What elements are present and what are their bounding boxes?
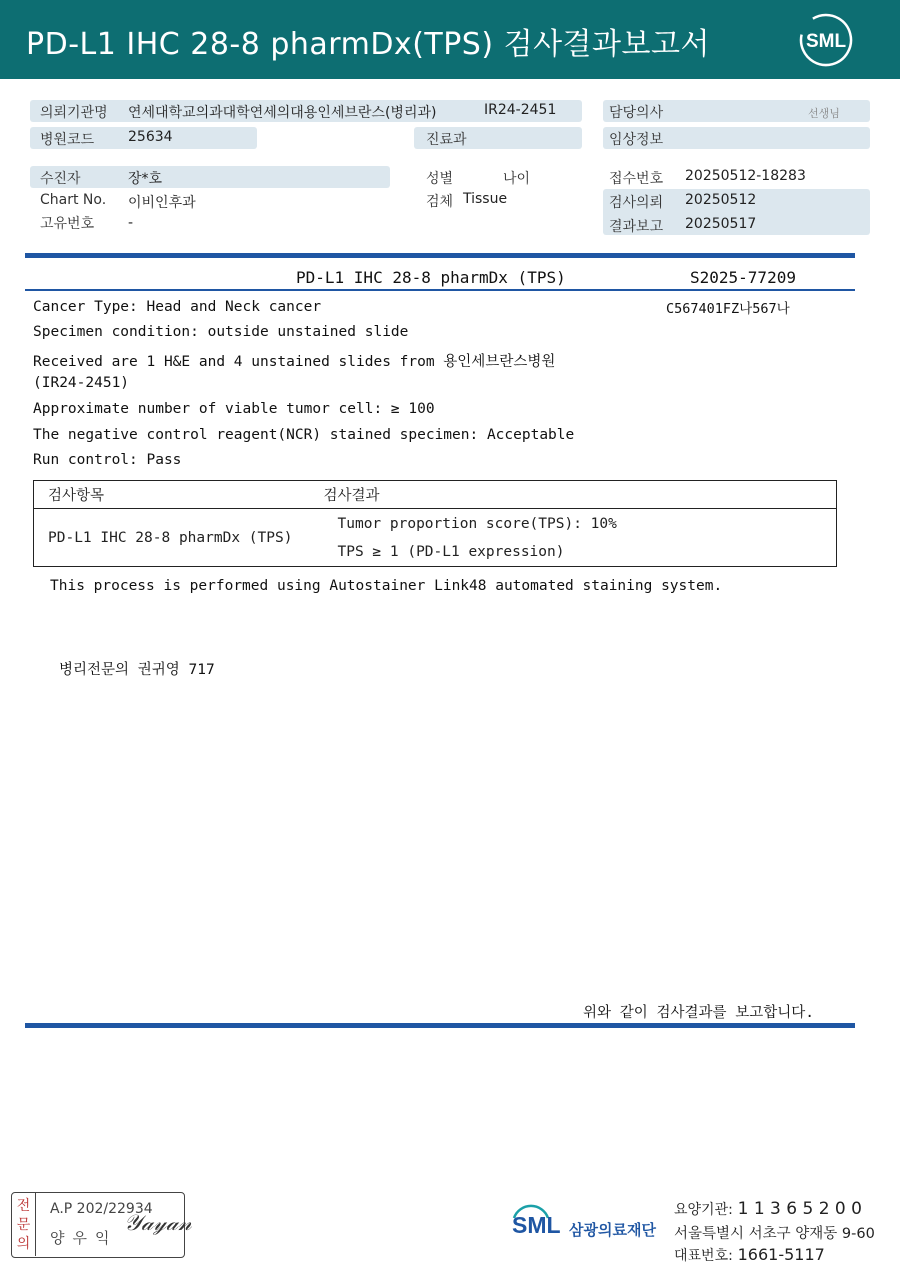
phone-value: 1661-5117	[737, 1245, 825, 1264]
doctor-label: 담당의사	[609, 105, 664, 121]
sex-label: 성별	[426, 171, 454, 187]
ap-number: A.P 202/22934	[50, 1201, 153, 1217]
cancer-type-line: Cancer Type: Head and Neck cancer	[33, 299, 322, 315]
patient-label: 수진자	[40, 171, 81, 187]
specimen-condition-line: Specimen condition: outside unstained slide	[33, 324, 409, 340]
specimen-label: 검체	[426, 194, 454, 210]
run-control-line: Run control: Pass	[33, 452, 182, 468]
received-line: Received are 1 H&E and 4 unstained slides from 용인세브란스병원	[33, 354, 556, 370]
sub-code: C567401FZ나567나	[666, 301, 790, 317]
result-table	[33, 480, 837, 567]
care-code	[674, 1199, 862, 1219]
receipt-value: 20250512-18283	[685, 168, 806, 184]
institution-code: IR24-2451	[484, 102, 557, 118]
department-label: 진료과	[426, 132, 467, 148]
tps-score: Tumor proportion score(TPS): 10%	[337, 515, 617, 532]
pathologist-line: 병리전문의 권귀영 717	[59, 662, 215, 678]
specimen-value: Tissue	[463, 191, 508, 207]
table-row	[34, 509, 837, 567]
address: 서울특별시 서초구 양재동 9-60	[674, 1226, 875, 1242]
clinical-label: 임상정보	[609, 132, 664, 148]
received-code-line: (IR24-2451)	[33, 375, 130, 391]
request-label: 검사의뢰	[609, 195, 664, 211]
sml-logo-icon	[798, 12, 854, 68]
age-label: 나이	[503, 171, 531, 187]
unique-value: -	[128, 215, 134, 231]
col-test-item-header: 검사항목	[34, 481, 324, 509]
receipt-label: 접수번호	[609, 171, 664, 187]
request-value: 20250512	[685, 192, 757, 208]
negative-control-line: The negative control reagent(NCR) stained specimen: Acceptable	[33, 427, 575, 443]
patient-value: 장*호	[128, 171, 163, 187]
chart-value: 이비인후과	[128, 195, 196, 211]
sml-logo-text: SML	[805, 31, 847, 52]
col-result-header: 검사결과	[324, 481, 837, 509]
org-logo-text: SML	[512, 1212, 561, 1238]
phone-label: 대표번호:	[674, 1248, 733, 1264]
result-cell	[324, 509, 837, 567]
doctor-suffix: 선생님	[808, 107, 840, 120]
report-header	[0, 0, 900, 79]
test-name-heading: PD-L1 IHC 28-8 pharmDx (TPS)	[296, 268, 566, 287]
stamp-vertical-label: 전문의	[12, 1193, 36, 1256]
tps-interpretation: TPS ≥ 1 (PD-L1 expression)	[337, 543, 565, 560]
phone	[674, 1245, 825, 1265]
bottom-rule	[25, 1023, 855, 1028]
report-date-value: 20250517	[685, 216, 757, 232]
hospital-code-label: 병원코드	[40, 132, 95, 148]
heading-rule	[25, 289, 855, 291]
case-number: S2025-77209	[690, 268, 796, 287]
unique-label: 고유번호	[40, 216, 95, 232]
patient-bar	[30, 166, 390, 188]
report-date-label: 결과보고	[609, 219, 664, 235]
institution-value: 연세대학교의과대학연세의대용인세브란스(병리과)	[128, 105, 437, 121]
care-code-label: 요양기관:	[674, 1202, 733, 1218]
process-note: This process is performed using Autostainer Link48 automated staining system.	[50, 578, 723, 594]
closing-statement: 위와 같이 검사결과를 보고합니다.	[583, 1005, 815, 1021]
result-table-header	[34, 481, 837, 509]
care-code-value: 1 1 3 6 5 2 0 0	[737, 1199, 862, 1219]
specialist-stamp	[11, 1192, 192, 1258]
chart-label: Chart No.	[40, 192, 107, 208]
hospital-code-value: 25634	[128, 129, 173, 145]
report-title: PD-L1 IHC 28-8 pharmDx(TPS) 검사결과보고서	[26, 27, 710, 62]
signature: 𝒴𝒶𝓎𝒶𝓃	[124, 1211, 192, 1236]
specialist-name: 양우익	[50, 1229, 118, 1247]
org-name: 삼광의료재단	[569, 1221, 656, 1239]
top-rule	[25, 253, 855, 258]
tumor-cell-line: Approximate number of viable tumor cell: ≥ 100	[33, 401, 435, 417]
test-item-cell: PD-L1 IHC 28-8 pharmDx (TPS)	[34, 509, 324, 567]
institution-label: 의뢰기관명	[40, 105, 108, 121]
